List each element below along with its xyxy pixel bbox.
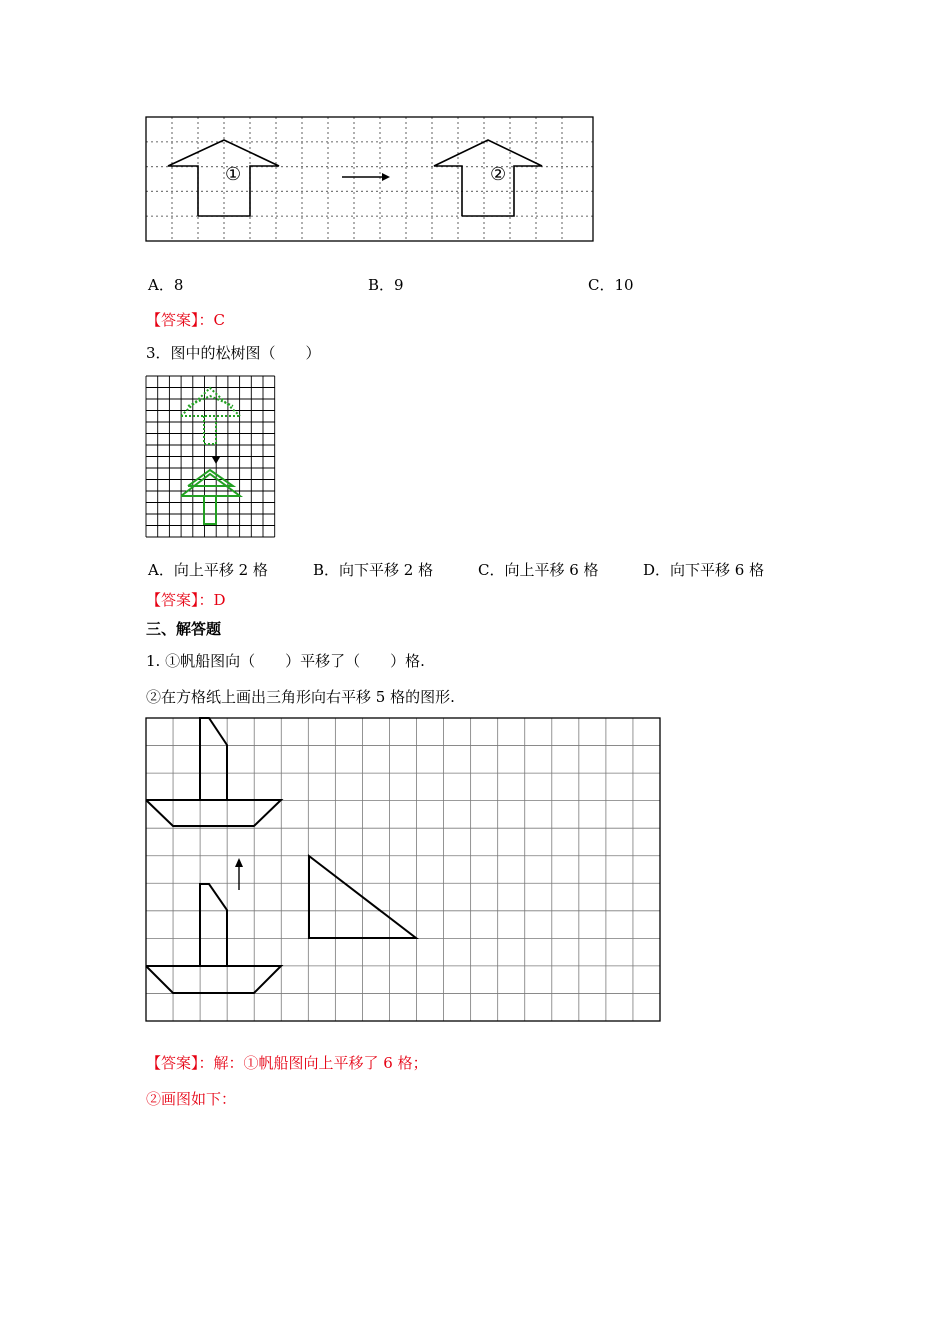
q2-option-c: C．10 [588, 276, 634, 294]
q2-option-b: B．9 [368, 276, 404, 294]
q3-stem: 3．图中的松树图（ ） [146, 344, 321, 362]
s3-answer-line2: ②画图如下： [146, 1090, 237, 1108]
answer-separator: ： [198, 591, 214, 609]
answer-label: 【答案】 [146, 1054, 199, 1072]
answer-text: ：解：①帆船图向上平移了 6 格； [198, 1054, 428, 1072]
answer-value: C [213, 311, 226, 329]
answer-separator: ： [198, 311, 214, 329]
shape-2-label: ② [490, 164, 507, 185]
answer-value: D [213, 591, 226, 609]
s3-q1-line2: ②在方格纸上画出三角形向右平移 5 格的图形. [146, 688, 455, 706]
s3-q1-line1: 1. ①帆船图向（ ）平移了（ ）格. [146, 652, 425, 670]
q3-option-c: C．向上平移 6 格 [478, 561, 599, 579]
q3-option-d: D．向下平移 6 格 [643, 561, 765, 579]
pine-tree-grid-figure [146, 376, 276, 538]
q2-option-a: A．8 [148, 276, 184, 294]
answer-label: 【答案】 [146, 591, 199, 609]
sailboat-grid-figure [146, 718, 662, 1023]
q3-answer [146, 590, 226, 610]
arrow-translation-figure [146, 117, 594, 243]
shape-1-label: ① [225, 164, 242, 185]
answer-label: 【答案】 [146, 311, 199, 329]
q3-option-a: A．向上平移 2 格 [148, 561, 268, 579]
s3-answer [146, 1053, 428, 1073]
q2-answer [146, 310, 225, 330]
section-heading: 三、解答题 [146, 620, 222, 638]
q3-option-b: B．向下平移 2 格 [313, 561, 434, 579]
